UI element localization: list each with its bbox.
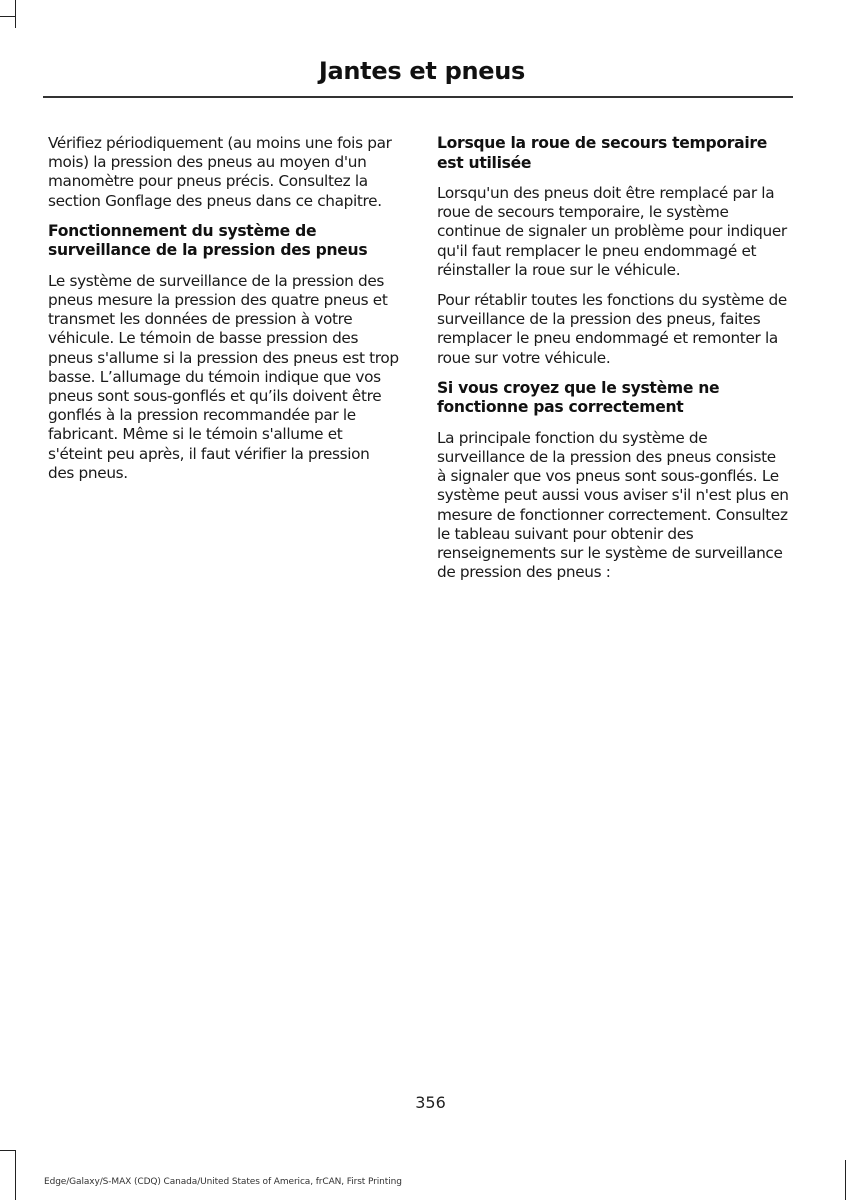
page-title: Jantes et pneus [318, 57, 525, 85]
crop-mark-bottom-left [15, 1150, 16, 1200]
footer-imprint: Edge/Galaxy/S-MAX (CDQ) Canada/United States of America, frCAN, First Printing [44, 1177, 402, 1187]
section-heading-temporary-spare: Lorsque la roue de secours temporaire est utilisée [437, 134, 768, 172]
restore-functions-paragraph: Pour rétablir toutes les fonctions du système de surveillance de la pression des pneus, faites remplacer le pneu endommagé et remonter la roue sur votre véhicule. [437, 291, 787, 367]
section-heading-tpms-operation: Fonctionnement du système de surveillance de la pression des pneus [48, 221, 368, 260]
title-divider [43, 96, 793, 98]
crop-mark-top-left [15, 0, 16, 28]
right-column [437, 134, 789, 593]
page-number: 356 [415, 1093, 446, 1112]
intro-paragraph: Vérifiez périodiquement (au moins une fois par mois) la pression des pneus au moyen d'un manomètre pour pneus précis. Consultez la section Gonflage des pneus dans ce chapitre. [48, 134, 392, 210]
section-heading-system-malfunction: Si vous croyez que le système ne fonctionne pas correctement [437, 378, 720, 417]
system-malfunction-paragraph: La principale fonction du système de surveillance de la pression des pneus consiste à signaler que vos pneus sont sous-gonflés. Le système peut aussi vous aviser s'il n'est plus en mesure de fonctionner correctement. Consultez le tableau suivant pour obtenir des renseignements sur le système de surveillance de pression des pneus : [437, 428, 789, 582]
crop-mark-bottom-right [845, 1160, 846, 1200]
crop-mark-top-left-horizontal [0, 16, 15, 17]
tpms-operation-paragraph: Le système de surveillance de la pression des pneus mesure la pression des quatre pneus et transmet les données de pression à votre véhicule. Le témoin de basse pression des pneus s'allume si la pression des pneus est trop basse. L’allumage du témoin indique que vos pneus sont sous-gonflés et qu’ils doivent être gonflés à la pression recommandée par le fabricant. Même si le témoin s'allume et s'éteint peu après, il faut vérifier la pression des pneus. [48, 271, 399, 482]
left-column [48, 134, 400, 494]
temporary-spare-paragraph: Lorsqu'un des pneus doit être remplacé par la roue de secours temporaire, le système continue de signaler un problème pour indiquer qu'il faut remplacer le pneu endommagé et réinstaller la roue sur le véhicule. [437, 184, 787, 279]
crop-mark-bottom-left-horizontal [0, 1150, 15, 1151]
